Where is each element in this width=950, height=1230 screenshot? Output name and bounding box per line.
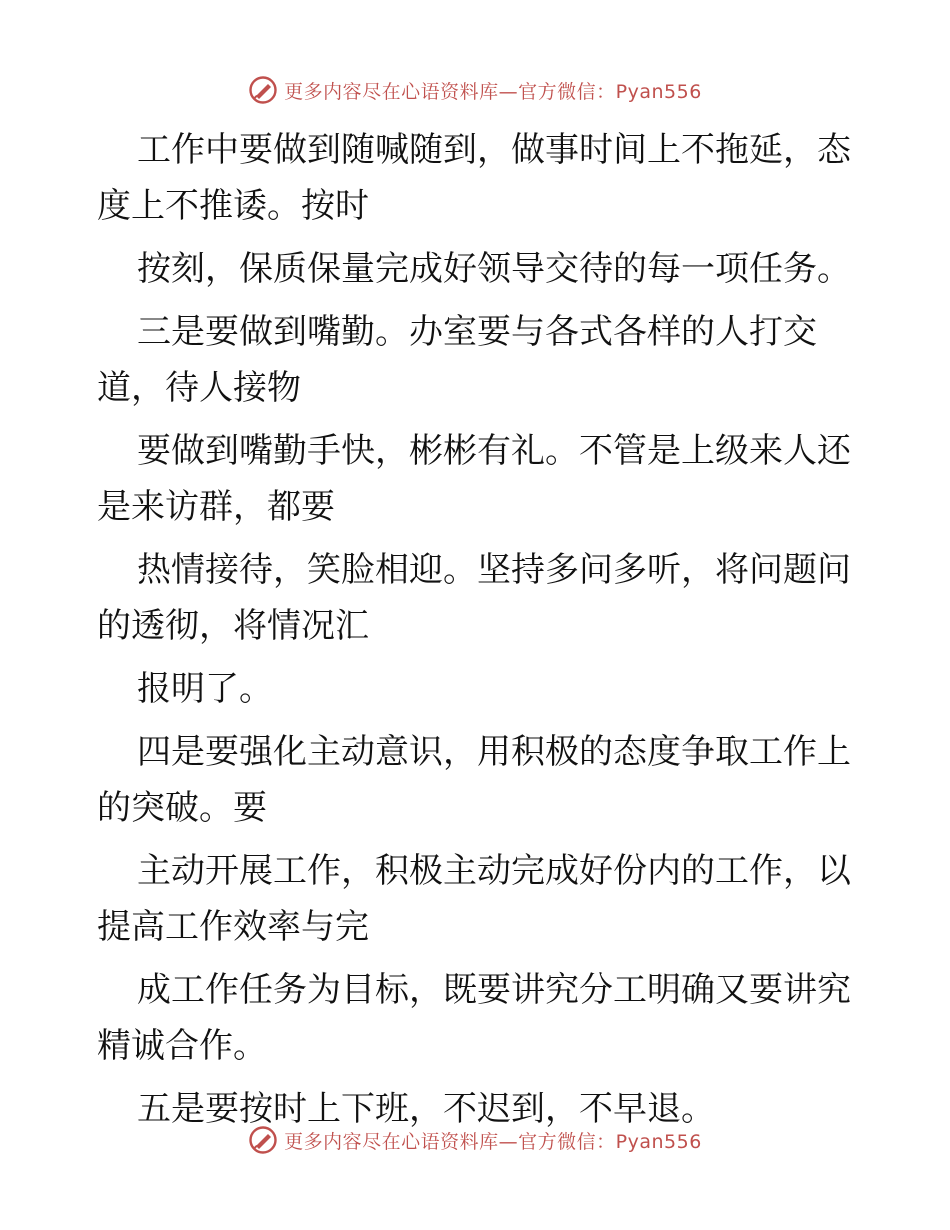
document-body — [97, 122, 857, 1144]
paragraph: 成工作任务为目标，既要讲究分工明确又要讲究精诚合作。 — [97, 970, 851, 1066]
paragraph: 五是要按时上下班，不迟到，不早退。 — [137, 1089, 715, 1129]
paragraph: 要做到嘴勤手快，彬彬有礼。不管是上级来人还是来访群，都要 — [97, 431, 851, 527]
paragraph: 四是要强化主动意识，用积极的态度争取工作上的突破。要 — [97, 732, 851, 828]
footer-watermark — [0, 1120, 950, 1160]
paragraph: 热情接待，笑脸相迎。坚持多问多听，将问题问的透彻，将情况汇 — [97, 550, 851, 646]
paragraph: 三是要做到嘴勤。办室要与各式各样的人打交道，待人接物 — [97, 312, 817, 408]
header-watermark — [0, 70, 950, 110]
hand-writing-seal-icon — [248, 1125, 278, 1155]
paragraph: 主动开展工作，积极主动完成好份内的工作，以提高工作效率与完 — [97, 851, 851, 947]
watermark-text: 更多内容尽在心语资料库—官方微信：Pyan556 — [284, 80, 702, 103]
watermark-text: 更多内容尽在心语资料库—官方微信：Pyan556 — [284, 1130, 702, 1153]
paragraph: 报明了。 — [137, 669, 273, 709]
paragraph: 按刻，保质保量完成好领导交待的每一项任务。 — [137, 249, 851, 289]
paragraph: 工作中要做到随喊随到，做事时间上不拖延，态度上不推诿。按时 — [97, 130, 851, 226]
hand-writing-seal-icon — [248, 75, 278, 105]
